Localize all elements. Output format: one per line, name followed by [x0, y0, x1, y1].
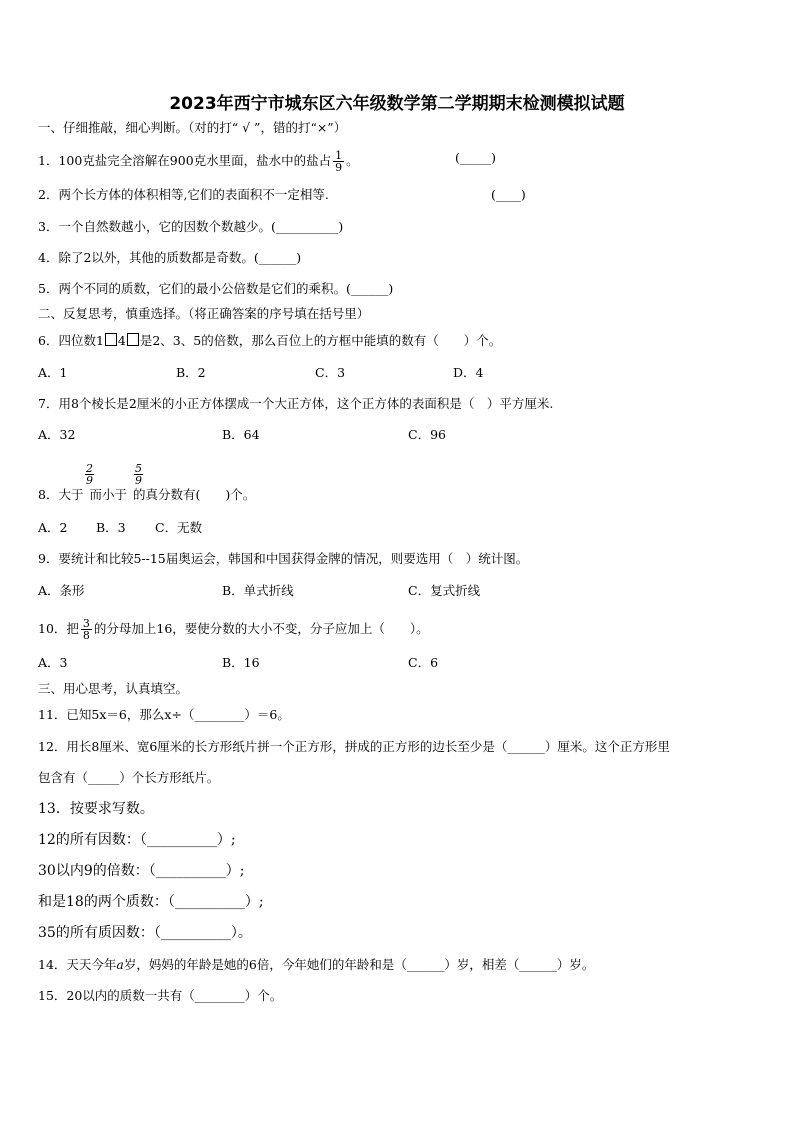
q8-text-start: 8．大于 — [38, 487, 84, 502]
q6-option-c: C．3 — [315, 365, 346, 380]
q1-answer-blank: (_____) — [455, 150, 497, 165]
q8-denominator-2: 9 — [135, 474, 142, 487]
question-5: 5．两个不同的质数，它们的最小公倍数是它们的乘积。(______) — [38, 281, 394, 296]
section-3-heading: 三、用心思考，认真填空。 — [38, 681, 189, 696]
q2-answer-blank: (____) — [491, 187, 526, 202]
q9-option-a: A．条形 — [38, 583, 85, 598]
question-10 — [38, 618, 429, 641]
question-12-line-2: 包含有（_____）个长方形纸片。 — [38, 770, 220, 785]
q6-option-d: D．4 — [453, 365, 484, 380]
q10-text-start: 10．把 — [38, 621, 79, 636]
digit-box — [105, 333, 117, 346]
question-12-line-1: 12．用长8厘米、宽6厘米的长方形纸片拼一个正方形，拼成的正方形的边长至少是（______）厘米。这个正方形里 — [38, 739, 670, 754]
q14-text-end: 岁，妈妈的年龄是她的6倍，今年她们的年龄和是（______）岁，相差（______）岁。 — [123, 957, 595, 972]
question-11: 11．已知5x＝6，那么x÷（________）＝6。 — [38, 707, 290, 722]
q9-option-c: C．复式折线 — [408, 583, 481, 598]
question-14 — [38, 957, 594, 973]
question-1 — [38, 150, 359, 173]
question-15: 15．20以内的质数一共有（________）个。 — [38, 988, 283, 1003]
question-9: 9．要统计和比较5--15届奥运会，韩国和中国获得金牌的情况，则要选用（ ）统计图。 — [38, 551, 529, 566]
question-2: 2．两个长方体的体积相等,它们的表面积不一定相等. — [38, 187, 329, 202]
q8-option-c: C．无数 — [155, 520, 203, 535]
q10-fraction — [81, 618, 92, 641]
q1-denominator: 9 — [335, 161, 343, 174]
q6-digit: 4 — [117, 333, 126, 348]
q6-option-a: A．1 — [38, 365, 68, 380]
q1-text: 1．100克盐完全溶解在900克水里面，盐水中的盐占 — [38, 153, 332, 168]
question-7: 7．用8个棱长是2厘米的小正方体摆成一个大正方体，这个正方体的表面积是（ ）平方厘米. — [38, 396, 554, 411]
section-1-heading: 一、仔细推敲，细心判断。（对的打“ √ ”，错的打“×”） — [38, 120, 347, 135]
q13-item-1: 12的所有因数：（__________）; — [38, 832, 236, 848]
q1-end: 。 — [346, 153, 359, 168]
q10-option-b: B．16 — [222, 655, 260, 670]
question-6 — [38, 333, 501, 349]
q10-option-a: A．3 — [38, 655, 68, 670]
q13-item-4: 35的所有质因数：（__________）。 — [38, 925, 252, 941]
q13-item-3: 和是18的两个质数：（__________）; — [38, 894, 264, 910]
q7-option-a: A．32 — [38, 427, 76, 442]
q9-option-b: B．单式折线 — [222, 583, 294, 598]
q10-numerator: 3 — [82, 617, 90, 630]
q8-text-end: 的真分数有( )个。 — [132, 487, 256, 502]
q14-variable: a — [116, 957, 124, 972]
question-13-heading: 13．按要求写数。 — [38, 801, 154, 817]
q8-denominator-1: 9 — [86, 474, 93, 487]
question-4: 4．除了2以外，其他的质数都是奇数。(______) — [38, 250, 302, 265]
q7-option-c: C．96 — [408, 427, 446, 442]
q6-option-b: B．2 — [176, 365, 206, 380]
q8-option-a: A．2 — [38, 520, 68, 535]
q8-fraction-1 — [85, 463, 94, 486]
q8-option-b: B．3 — [96, 520, 126, 535]
q10-denominator: 8 — [82, 629, 90, 642]
q10-option-c: C．6 — [408, 655, 439, 670]
question-3: 3．一个自然数越小，它的因数个数越少。(__________) — [38, 219, 344, 234]
page-title: 2023年西宁市城东区六年级数学第二学期期末检测模拟试题 — [169, 94, 625, 114]
q8-text-mid: 而小于 — [89, 487, 127, 502]
q1-numerator: 1 — [335, 149, 343, 162]
question-8 — [38, 487, 255, 503]
section-2-heading: 二、反复思考，慎重选择。（将正确答案的序号填在括号里） — [38, 306, 370, 321]
q13-item-2: 30以内9的倍数：（__________）; — [38, 863, 245, 879]
q8-numerator-1: 2 — [86, 462, 93, 475]
q10-text-end: 的分母加上16，要使分数的大小不变，分子应加上（ ）。 — [93, 621, 429, 636]
q1-fraction — [333, 150, 344, 173]
q8-fraction-2 — [134, 463, 143, 486]
q14-text-start: 14．天天今年 — [38, 957, 117, 972]
q8-numerator-2: 5 — [135, 462, 142, 475]
q7-option-b: B．64 — [222, 427, 260, 442]
q6-text-end: 是2、3、5的倍数，那么百位上的方框中能填的数有（ ）个。 — [139, 333, 502, 348]
q6-text-start: 6．四位数1 — [38, 333, 104, 348]
digit-box — [127, 333, 139, 346]
